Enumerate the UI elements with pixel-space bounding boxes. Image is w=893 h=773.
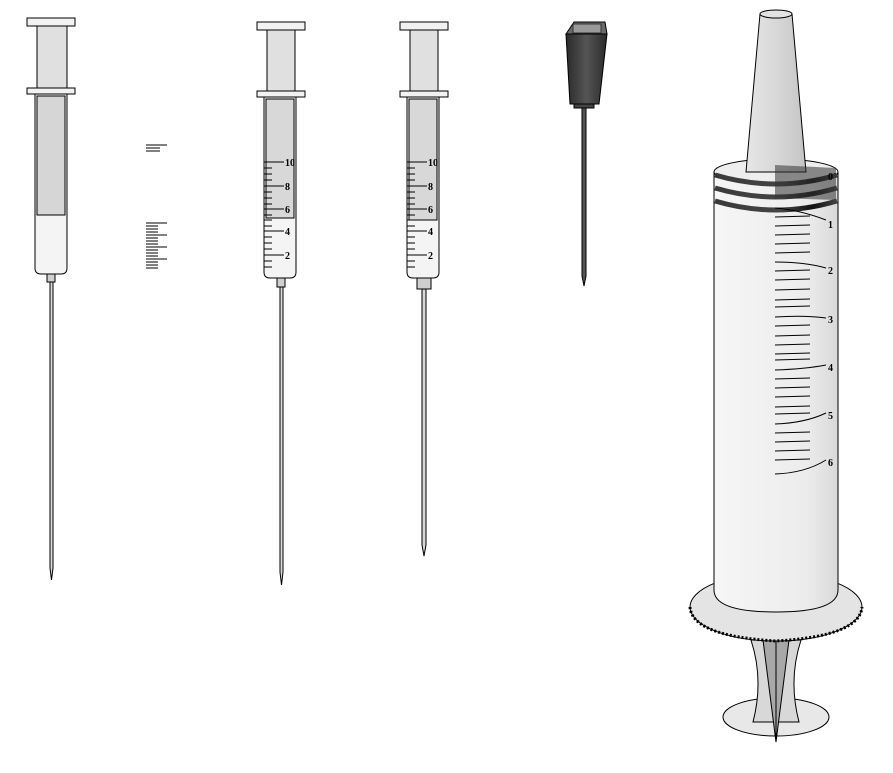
graduated-syringe-a xyxy=(257,22,305,585)
large-syringe xyxy=(690,10,862,742)
needle-hub xyxy=(417,278,431,289)
nozzle-tip xyxy=(746,14,806,172)
scale-label-6: 6 xyxy=(285,205,290,216)
scale-label-8: 8 xyxy=(428,182,433,193)
scale-label-10: 10 xyxy=(285,158,295,169)
needle xyxy=(422,289,426,556)
barrel xyxy=(714,172,838,612)
plunger-stopper xyxy=(37,96,65,215)
graduated-syringe-b xyxy=(400,22,448,556)
needle-hub xyxy=(277,278,285,287)
scale-label-4: 4 xyxy=(285,227,290,238)
plunger-thumb-rest xyxy=(27,18,75,26)
needle xyxy=(50,282,53,580)
plunger-rod xyxy=(410,30,438,91)
scale-label-6: 6 xyxy=(428,205,433,216)
finger-flange xyxy=(400,91,448,97)
scale-label-4: 4 xyxy=(428,227,433,238)
scale-label-5: 5 xyxy=(828,411,833,422)
scale-label-0: 0 xyxy=(828,172,833,183)
scale-label-1: 1 xyxy=(828,220,833,231)
plunger-rod xyxy=(37,26,67,88)
needle-hub xyxy=(566,34,607,104)
scale-label-8: 8 xyxy=(285,182,290,193)
scale-label-3: 3 xyxy=(828,315,833,326)
finger-flange xyxy=(27,88,75,94)
plunger-thumb-rest xyxy=(400,22,448,30)
hub-collar xyxy=(574,104,594,108)
syringe-with-plunger-unmarked xyxy=(27,18,75,580)
plunger-thumb-rest xyxy=(257,22,305,30)
needle xyxy=(280,287,283,585)
loose-scale-markings xyxy=(146,145,167,268)
hypodermic-needle xyxy=(566,22,607,286)
plunger-rod xyxy=(267,30,295,91)
needle xyxy=(582,108,586,286)
scale-label-2: 2 xyxy=(428,251,433,262)
scale-label-10: 10 xyxy=(428,158,438,169)
scale-label-2: 2 xyxy=(828,266,833,277)
finger-flange xyxy=(257,91,305,97)
scale-label-6: 6 xyxy=(828,458,833,469)
scale-label-2: 2 xyxy=(285,251,290,262)
needle-hub xyxy=(47,274,55,282)
scale-label-4: 4 xyxy=(828,363,833,374)
